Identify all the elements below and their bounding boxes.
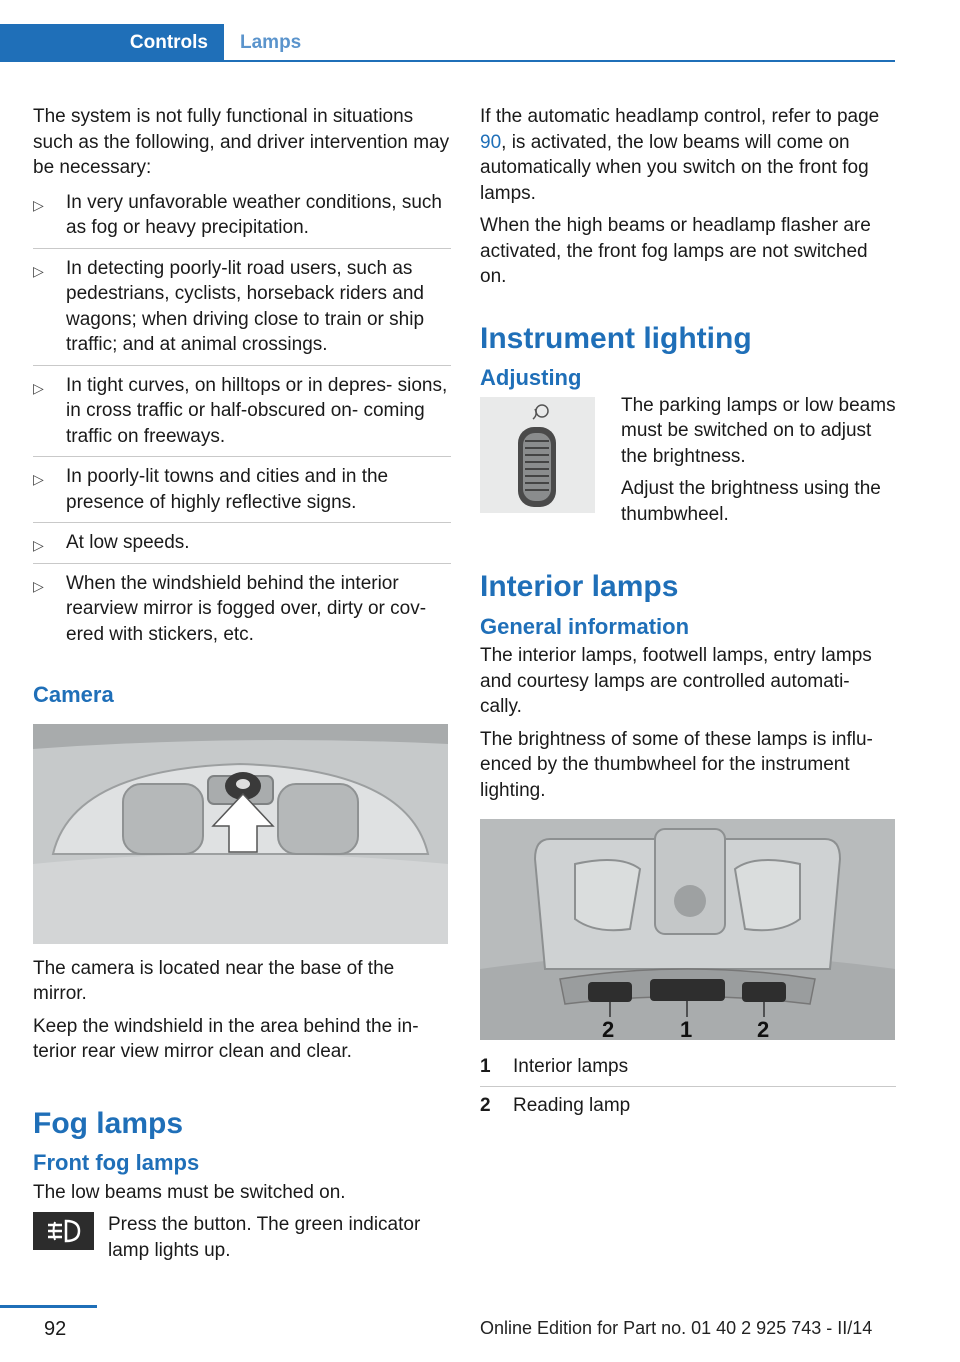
general-information-heading: General information — [480, 613, 690, 639]
legend-item — [480, 1087, 896, 1121]
tab-controls[interactable]: Controls — [0, 24, 224, 61]
limitations-list — [33, 188, 451, 655]
overhead-console-illustration — [480, 819, 895, 1040]
tab-lamps[interactable]: Lamps — [240, 31, 302, 53]
triangle-bullet-icon: ▷ — [33, 196, 44, 213]
triangle-bullet-icon: ▷ — [33, 577, 44, 594]
legend-list — [480, 1052, 896, 1120]
front-fog-paragraph-2: Press the button. The green indicator lamp lights up. — [108, 1214, 421, 1261]
list-item-text: In poorly-lit towns and cities and in the presence of highly reflective signs. — [66, 466, 389, 513]
fog-button-row — [33, 1212, 451, 1270]
camera-paragraph-2: Keep the windshield in the area behind the in‐ terior rear view mirror clean and clear. — [33, 1015, 419, 1062]
callout-label: 1 — [680, 1017, 693, 1040]
header-rule — [0, 60, 895, 62]
triangle-bullet-icon: ▷ — [33, 379, 44, 396]
page-number: 92 — [44, 1318, 67, 1340]
list-item — [33, 522, 451, 563]
text-span: If the automatic headlamp control, refer to page — [480, 106, 880, 127]
interior-lamps-heading: Interior lamps — [480, 570, 679, 603]
list-item — [33, 456, 451, 522]
triangle-bullet-icon: ▷ — [33, 537, 44, 553]
list-item — [33, 188, 451, 248]
legend-number: 2 — [480, 1094, 491, 1116]
left-column — [33, 104, 451, 1270]
windshield-camera-illustration — [33, 724, 448, 944]
thumbwheel-row — [480, 393, 896, 535]
intro-paragraph: The system is not fully functional in situations such as the following, and driver intervention may be necessary: — [33, 106, 450, 178]
front-fog-lamps-heading: Front fog lamps — [33, 1150, 200, 1175]
page-number-rule — [0, 1305, 97, 1308]
list-item — [33, 248, 451, 365]
page-link-90[interactable]: 90 — [480, 131, 502, 153]
list-item-text: In detecting poorly-lit road users, such as pedestrians, cyclists, horseback riders and wagons; when driving close to train or ship traffic; and at animal crossings. — [66, 257, 425, 355]
list-item-text: In very unfavorable weather conditions, such as fog or heavy precipitation. — [66, 191, 442, 238]
instrument-lighting-heading: Instrument lighting — [480, 321, 752, 355]
adjusting-text — [621, 393, 896, 535]
adjusting-paragraph-2: Adjust the brightness using the thumbwheel. — [621, 478, 881, 525]
high-beam-paragraph: When the high beams or headlamp flasher are activated, the front fog lamps are not switched on. — [480, 215, 871, 287]
general-paragraph-1: The interior lamps, footwell lamps, entry lamps and courtesy lamps are controlled automati‐ cally. — [480, 645, 872, 717]
adjusting-paragraph-1: The parking lamps or low beams must be switched on to adjust the brightness. — [621, 394, 896, 467]
legend-label: Interior lamps — [513, 1056, 629, 1077]
triangle-bullet-icon: ▷ — [33, 471, 44, 487]
legend-item — [480, 1052, 896, 1087]
text-span: , is activated, the low beams will come on automatically when you switch on the front fog lamps. — [480, 131, 869, 204]
auto-headlamp-paragraph — [480, 104, 896, 206]
callout-label: 2 — [757, 1017, 770, 1040]
camera-figure — [33, 724, 448, 944]
list-item — [33, 365, 451, 457]
general-paragraph-2: The brightness of some of these lamps is influ‐ enced by the thumbwheel for the instrument lighting. — [480, 728, 873, 801]
adjusting-heading: Adjusting — [480, 365, 582, 390]
camera-paragraph-1: The camera is located near the base of the mirror. — [33, 957, 395, 1004]
right-column — [480, 104, 896, 1120]
interior-lamps-figure — [480, 819, 895, 1040]
camera-heading: Camera — [33, 682, 114, 707]
list-item-text: When the windshield behind the interior rearview mirror is fogged over, dirty or cov‐ ered with stickers, etc. — [66, 572, 427, 645]
edition-footer: Online Edition for Part no. 01 40 2 925 743 - II/14 — [480, 1318, 873, 1338]
thumbwheel-figure — [480, 397, 595, 513]
triangle-bullet-icon: ▷ — [33, 262, 44, 279]
legend-label: Reading lamp — [513, 1094, 631, 1116]
callout-label: 2 — [602, 1017, 615, 1040]
list-item-text: At low speeds. — [66, 532, 190, 553]
fog-lamp-button-icon — [33, 1212, 94, 1250]
fog-lamps-heading: Fog lamps — [33, 1106, 184, 1140]
list-item-text: In tight curves, on hilltops or in depres‐ sions, in cross traffic or half-obscured on‐ coming traffic on freeways. — [66, 374, 448, 447]
thumbwheel-icon — [480, 397, 595, 513]
list-item — [33, 563, 451, 655]
legend-number: 1 — [480, 1056, 491, 1077]
front-fog-paragraph-1: The low beams must be switched on. — [33, 1181, 346, 1203]
header-bar — [0, 0, 960, 62]
